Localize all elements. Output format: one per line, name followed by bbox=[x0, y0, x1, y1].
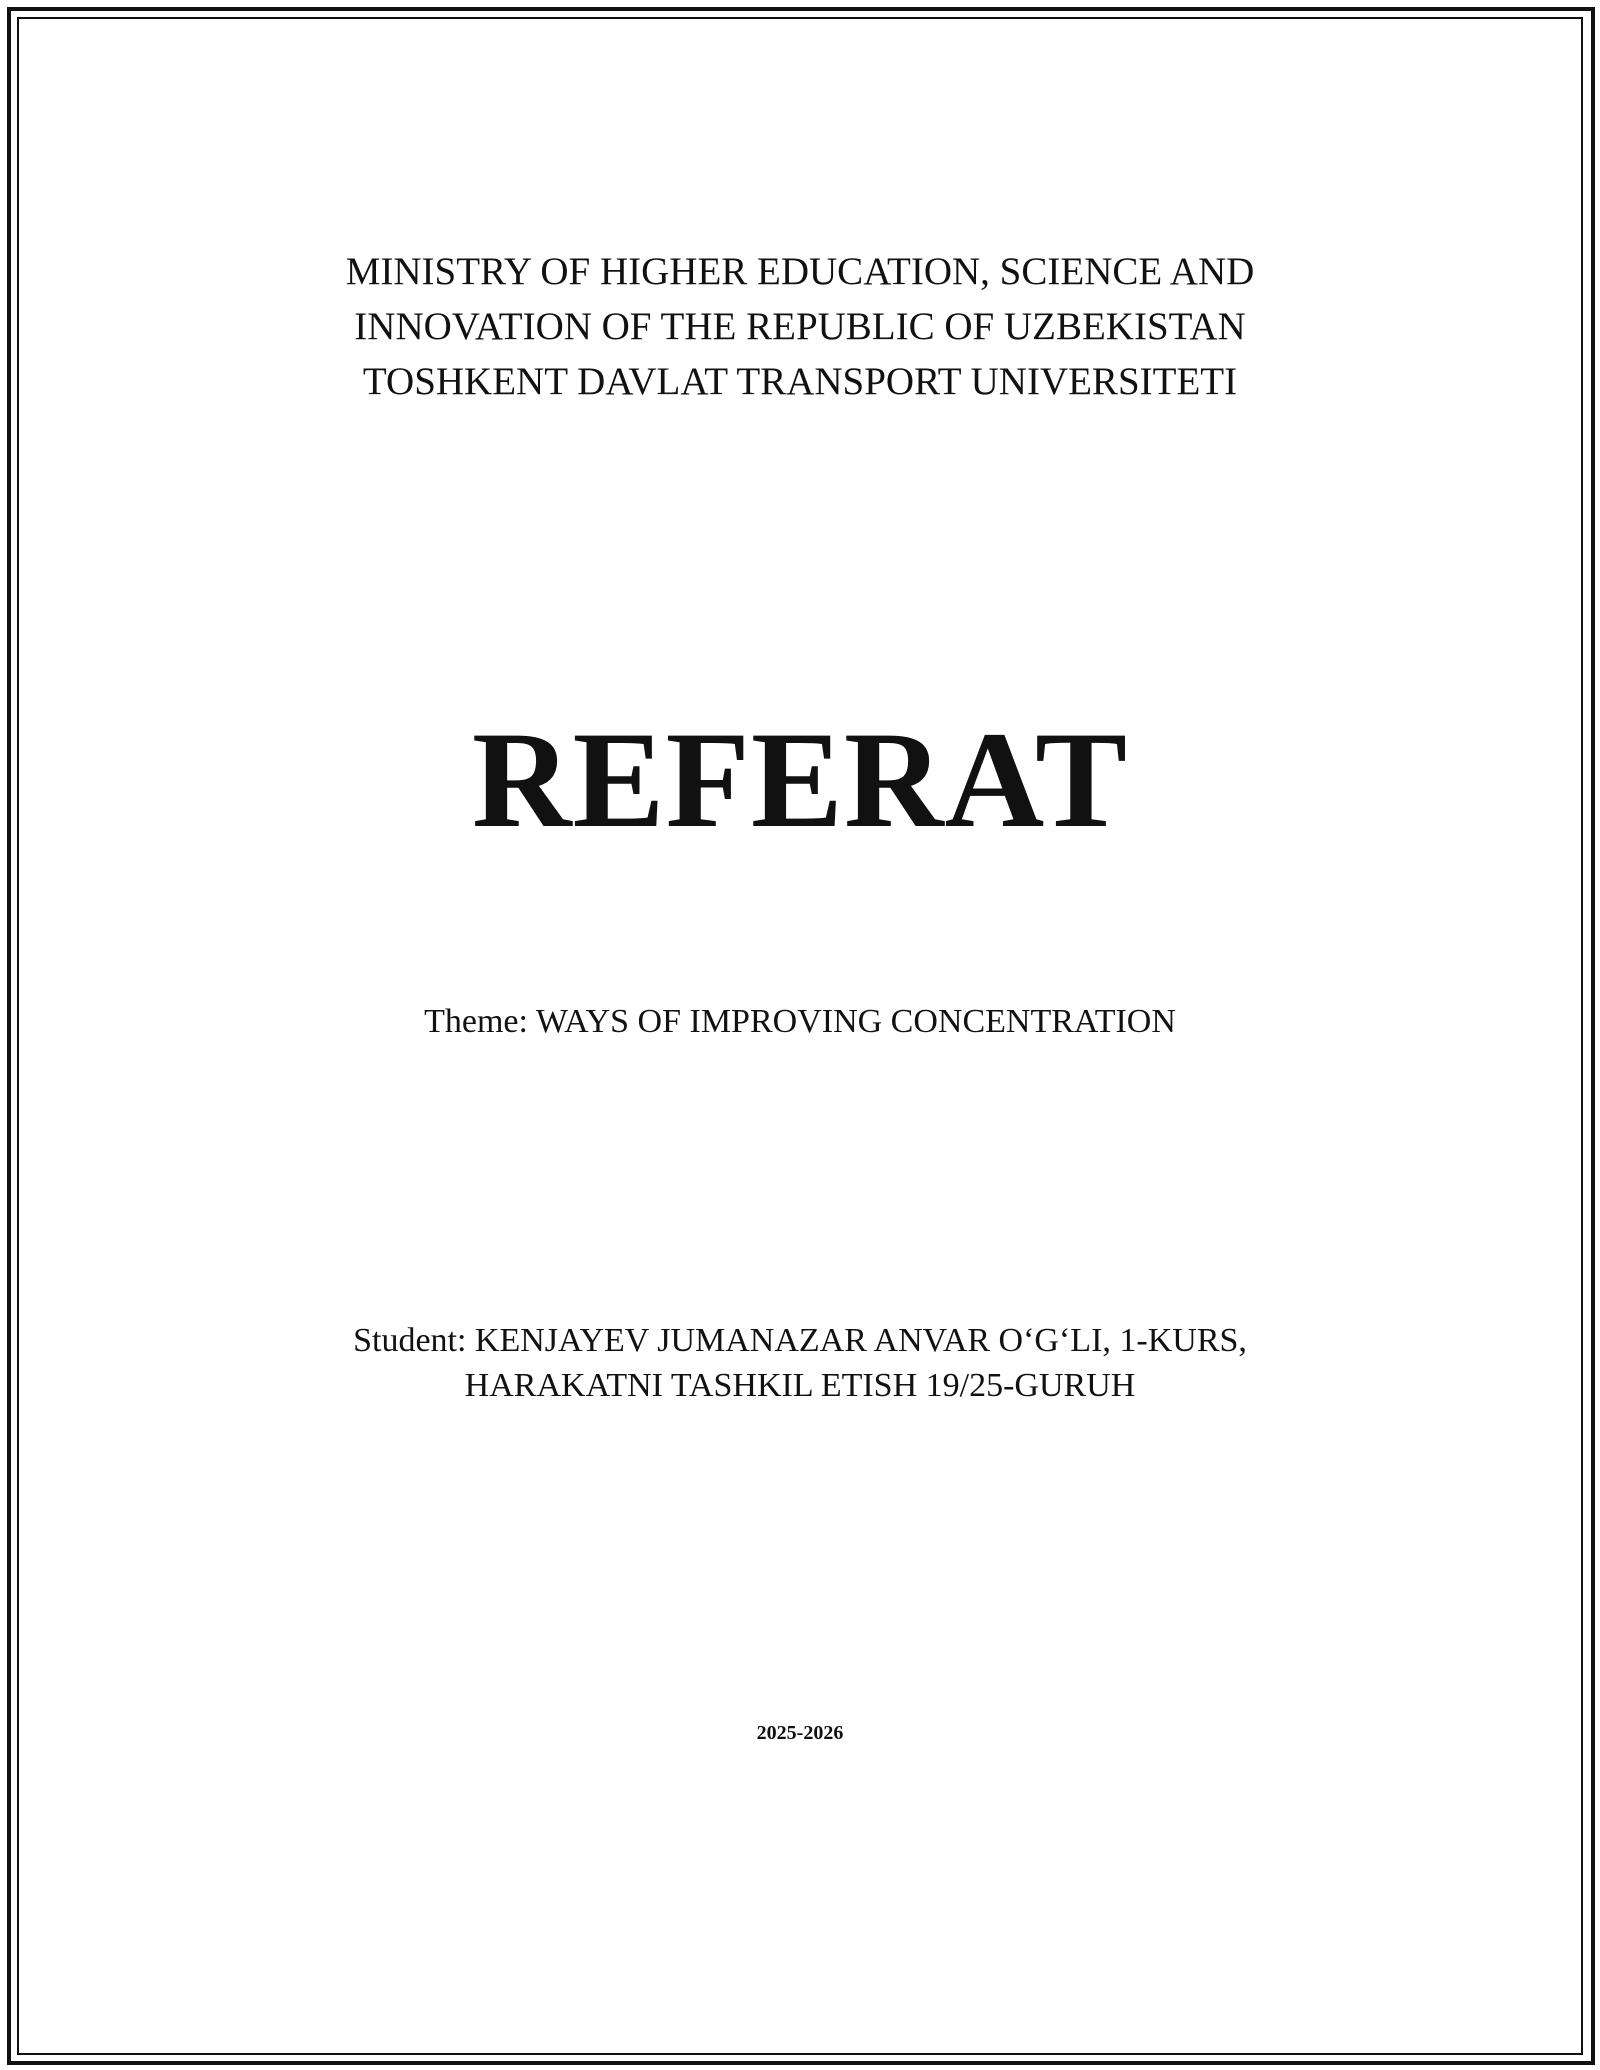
student-info bbox=[0, 1318, 1600, 1408]
academic-year: 2025-2026 bbox=[756, 1722, 844, 1744]
student-group-line: HARAKATNI TASHKIL ETISH 19/25-GURUH bbox=[464, 1367, 1136, 1404]
student-name-line: Student: KENJAYEV JUMANAZAR ANVAR O‘G‘LI, 1-KURS, bbox=[353, 1322, 1247, 1359]
university-name: TOSHKENT DAVLAT TRANSPORT UNIVERSITETI bbox=[362, 360, 1238, 403]
institution-line: MINISTRY OF HIGHER EDUCATION, SCIENCE AND bbox=[345, 250, 1255, 293]
institution-line: INNOVATION OF THE REPUBLIC OF UZBEKISTAN bbox=[354, 305, 1246, 348]
theme-line: Theme: WAYS OF IMPROVING CONCENTRATION bbox=[424, 1003, 1176, 1040]
document-title: REFERAT bbox=[471, 703, 1129, 856]
institution-header bbox=[0, 244, 1600, 409]
